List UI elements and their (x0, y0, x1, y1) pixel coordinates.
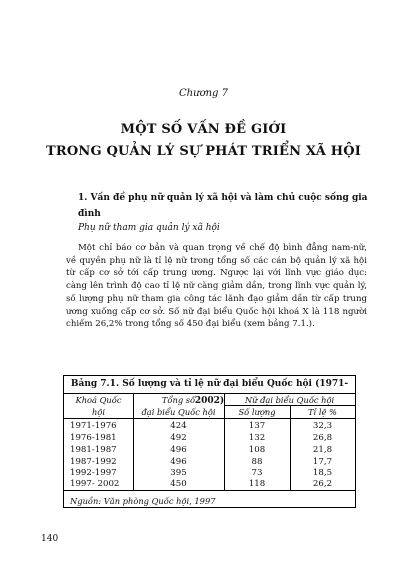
cell-term: 1981-1987 (70, 445, 117, 455)
cell-total: 424 (170, 421, 187, 431)
cell-pct: 17,7 (312, 457, 333, 467)
table-source-note: Nguồn: Văn phòng Quốc hội, 1997 (70, 496, 216, 506)
cell-female: 137 (248, 421, 266, 431)
body-paragraph: Một chỉ báo cơ bản và quan trọng về chế độ bình đẳng nam-nữ, về quyền phụ nữ là tỉ lệ nữ trong tổng số các cán bộ quản lý xã hội từ cấp cơ sở tới cấp trung ương. Ngược lại với lĩnh vực giáo dục: càng lên trình độ cao tỉ lệ nữ càng giảm dần, trong lĩnh vực quản lý, số lượng phụ nữ tham gia công tác lãnh đạo giảm dần từ cấp trung ương xuống cấp cơ sở. Số nữ đại biểu Quốc hội khoá X là 118 người chiếm 26,2% trong tổng số 450 đại biểu (xem bảng 7.1.). (66, 243, 367, 330)
header-female-pct: Tỉ lệ % (308, 407, 337, 417)
chapter-title-line-1: MỘT SỐ VẤN ĐỀ GIỚI (120, 122, 287, 137)
header-term-line-1: Khoá Quốc (75, 395, 122, 405)
subsection-heading: Phụ nữ tham gia quản lý xã hội (78, 223, 220, 233)
section-heading: 1. Vấn đề phụ nữ quản lý xã hội và làm chủ cuộc sống gia đình (78, 193, 368, 219)
chapter-label: Chương 7 (179, 88, 228, 99)
data-table (63, 375, 356, 508)
cell-total: 496 (170, 445, 187, 455)
column-divider (133, 393, 134, 491)
cell-term: 1971-1976 (70, 421, 117, 431)
cell-pct: 18,5 (312, 468, 333, 478)
cell-pct: 21,8 (312, 445, 333, 455)
cell-pct: 26,8 (312, 433, 333, 443)
cell-female: 118 (248, 479, 266, 489)
page-number: 140 (41, 534, 59, 544)
header-female-count: Số lượng (238, 407, 276, 417)
cell-female: 88 (251, 457, 263, 467)
header-term-line-2: hội (92, 407, 105, 417)
cell-pct: 26,2 (312, 479, 333, 489)
cell-pct: 32,3 (312, 421, 333, 431)
header-bottom-line (64, 418, 355, 419)
cell-term: 1987-1992 (70, 457, 117, 467)
cell-female: 73 (251, 468, 263, 478)
cell-term: 1992-1997 (70, 468, 117, 478)
cell-total: 450 (170, 479, 187, 489)
cell-female: 132 (248, 433, 266, 443)
chapter-title-line-2: TRONG QUẢN LÝ SỰ PHÁT TRIỂN XÃ HỘI (45, 144, 362, 159)
header-total-line-2: đại biểu Quốc hội (141, 407, 216, 417)
header-total-line-1: Tổng số (161, 395, 196, 405)
cell-total: 496 (170, 457, 187, 467)
cell-term: 1997- 2002 (70, 479, 120, 489)
cell-total: 395 (170, 468, 187, 478)
table-caption: Bảng 7.1. Số lượng và tỉ lệ nữ đại biểu Quốc hội (1971-2002) (64, 376, 355, 394)
cell-total: 492 (170, 433, 187, 443)
cell-female: 108 (248, 445, 266, 455)
cell-term: 1976-1981 (70, 433, 117, 443)
header-female-group: Nữ đại biểu Quốc hội (244, 395, 335, 405)
